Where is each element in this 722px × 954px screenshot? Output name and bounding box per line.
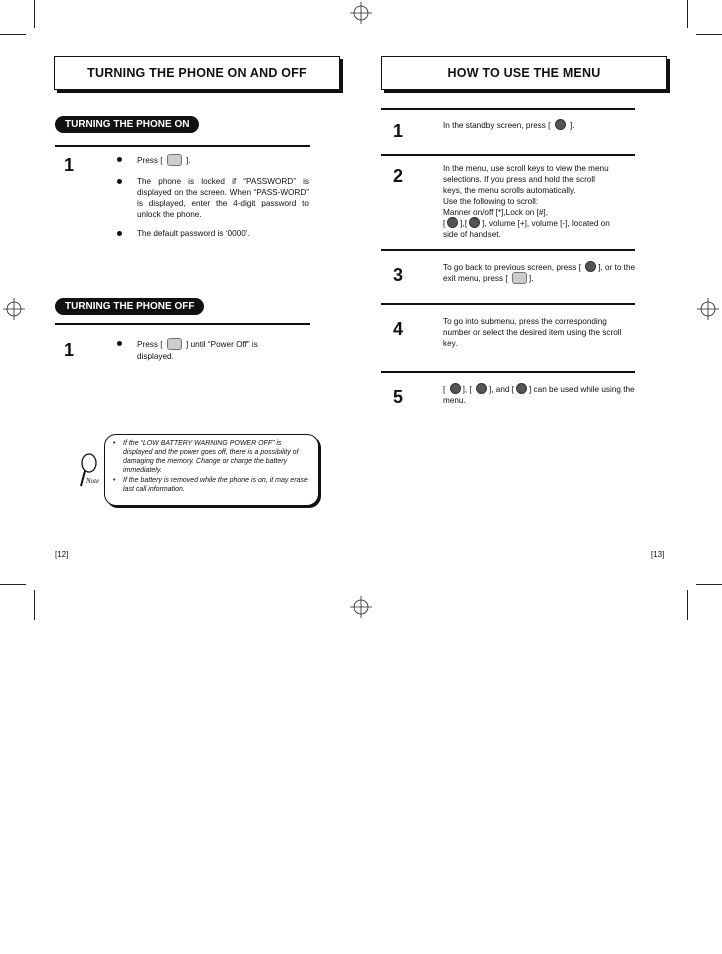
- registration-mark-icon: [350, 2, 372, 24]
- text-fragment: In the standby screen, press [: [443, 121, 551, 130]
- note-item: • If the “LOW BATTERY WARNING POWER OFF” is displayed and the power goes off, there is a possibility of damaging the memory. Change or charge the battery immediately.: [123, 439, 312, 475]
- text-fragment: ],[: [460, 219, 468, 228]
- text-fragment: ], or to the exit menu, press [: [443, 263, 636, 284]
- step-number: 4: [393, 319, 404, 339]
- text-fragment: ], [: [462, 385, 472, 394]
- clear-key-icon: [585, 261, 596, 272]
- text-fragment: ] until “Power Off” is displayed.: [137, 340, 258, 361]
- step-text: [137, 339, 287, 362]
- crop-mark: [0, 34, 26, 35]
- step-divider: [55, 145, 310, 147]
- note-box: [104, 434, 319, 506]
- page-number-left: [12]: [55, 550, 69, 559]
- step-divider: [381, 249, 635, 251]
- step-text: [443, 384, 637, 406]
- bullet: [117, 157, 122, 162]
- power-key-icon: [167, 154, 182, 166]
- section-pill-on: TURNING THE PHONE ON: [55, 116, 199, 133]
- step-text: The phone is locked if “PASSWORD” is displayed on the screen. When “PASS-WORD” is displayed, enter the 4-digit password to unlock the phone.: [137, 177, 309, 219]
- step-divider: [381, 303, 635, 305]
- crop-mark: [687, 590, 688, 620]
- text-fragment: [: [443, 219, 446, 228]
- step-text: [443, 120, 635, 131]
- right-page-title: HOW TO USE THE MENU: [381, 56, 667, 90]
- step-number: 1: [393, 121, 404, 141]
- text-fragment: [: [443, 385, 446, 394]
- end-key-icon: [512, 272, 527, 284]
- text-fragment: Press [: [137, 340, 163, 350]
- step-text: [443, 163, 635, 240]
- step-text: The default password is ‘0000’.: [137, 229, 250, 238]
- text-line: keys, the menu scrolls automatically.: [443, 186, 576, 195]
- page-number-right: [13]: [651, 550, 665, 559]
- step-number: 1: [64, 340, 75, 360]
- magnifier-note-icon: [74, 452, 104, 492]
- step-number: 3: [393, 265, 404, 285]
- text-fragment: ], volume [+], volume [-], located on: [482, 219, 610, 228]
- registration-mark-icon: [350, 596, 372, 618]
- menu-key-icon: [450, 383, 461, 394]
- text-fragment: ].: [186, 156, 191, 166]
- registration-mark-icon: [697, 298, 719, 320]
- menu-key-icon: [555, 119, 566, 130]
- crop-mark: [34, 0, 35, 28]
- step-divider: [381, 154, 635, 156]
- text-fragment: ], and [: [488, 385, 514, 394]
- text-fragment: ].: [569, 121, 575, 130]
- text-line: In the menu, use scroll keys to view the menu: [443, 164, 609, 173]
- text-fragment: ] can be used while using the menu.: [443, 385, 635, 406]
- left-page-title: TURNING THE PHONE ON AND OFF: [54, 56, 340, 90]
- crop-mark: [696, 34, 722, 35]
- crop-mark: [696, 584, 722, 585]
- note-label: Note: [86, 477, 100, 485]
- note-item: • If the battery is removed while the phone is on, it may erase last call information.: [123, 476, 312, 494]
- text-line: Manner on/off [*],Lock on [#],: [443, 208, 548, 217]
- bullet: [117, 179, 122, 184]
- navigation-keys-icon: [516, 383, 527, 394]
- step-number: 2: [393, 166, 404, 186]
- crop-mark: [0, 584, 26, 585]
- bullet: [117, 341, 122, 346]
- power-key-icon: [167, 338, 182, 350]
- bullet: [117, 231, 122, 236]
- step-number: 5: [393, 387, 404, 407]
- step-divider: [381, 108, 635, 110]
- step-text: [137, 155, 309, 167]
- text-line: Use the following to scroll:: [443, 197, 539, 206]
- clear-key-icon: [476, 383, 487, 394]
- step-divider: [55, 323, 310, 325]
- text-fragment: To go back to previous screen, press [: [443, 263, 581, 272]
- crop-mark: [687, 0, 688, 28]
- text-line: side of handset.: [443, 230, 501, 240]
- step-text: [443, 262, 637, 285]
- text-fragment: ].: [528, 274, 534, 284]
- step-number: 1: [64, 155, 75, 175]
- text-line: selections. If you press and hold the scroll: [443, 175, 596, 184]
- scroll-up-key-icon: [447, 217, 458, 228]
- text-line: [443, 218, 635, 229]
- registration-mark-icon: [3, 298, 25, 320]
- scroll-down-key-icon: [469, 217, 480, 228]
- crop-mark: [34, 590, 35, 620]
- text-fragment: Press [: [137, 156, 163, 166]
- step-divider: [381, 371, 635, 373]
- section-pill-off: TURNING THE PHONE OFF: [55, 298, 204, 315]
- step-text: To go into submenu, press the corresponding number or select the desired item using the scroll key.: [443, 317, 622, 348]
